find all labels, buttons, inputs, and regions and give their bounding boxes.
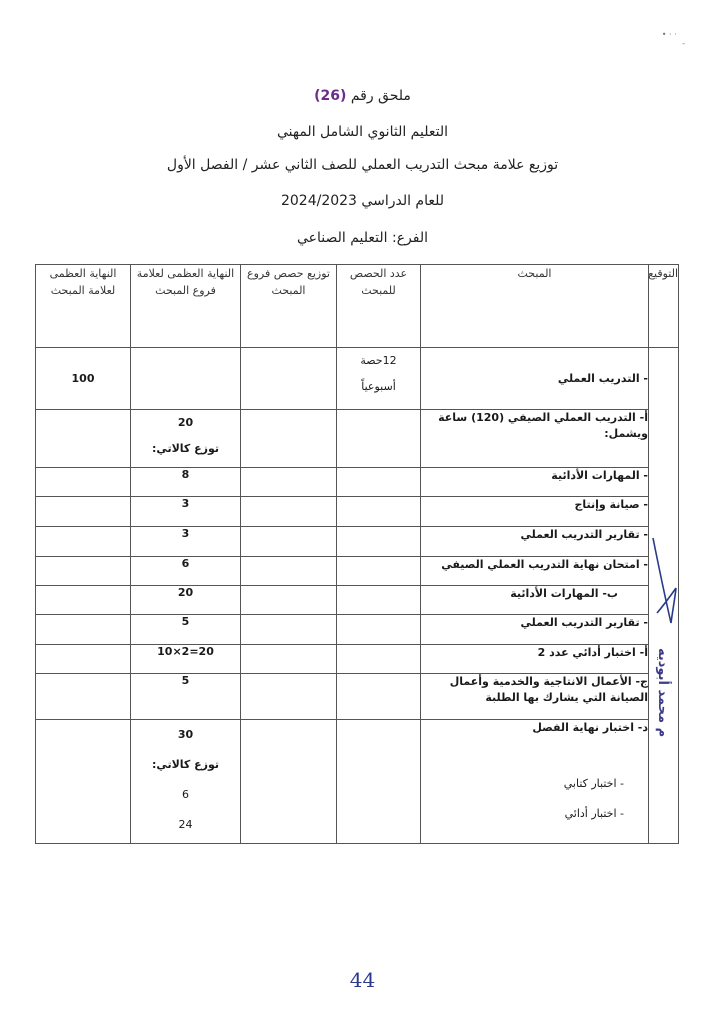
annex-number: (26): [314, 88, 347, 104]
table-header-row: [36, 265, 679, 348]
distribution-cell: [241, 557, 337, 586]
grade-distribution-table: [35, 264, 679, 844]
subject-cell: ج- الأعمال الانتاجية والخدمية وأعمال الصيانة التي يشارك بها الطلبة: [421, 674, 649, 720]
table-row: [36, 348, 679, 410]
sessions-cell: [337, 410, 421, 468]
corner-marks: • · · -: [661, 30, 685, 48]
header-subject: المبحث: [421, 265, 649, 348]
distribution-cell: [241, 348, 337, 410]
max-branches-cell: 5: [131, 674, 241, 720]
max-subject-cell: [36, 586, 131, 615]
distribution-cell: [241, 720, 337, 844]
sessions-count: 12حصة: [360, 354, 397, 367]
page-number: 44: [349, 968, 376, 992]
max-subject-cell: [36, 720, 131, 844]
sessions-cell: [337, 348, 421, 410]
distribution-cell: [241, 497, 337, 527]
distribution-cell: [241, 674, 337, 720]
subject-cell: - صيانة وإنتاج: [421, 497, 649, 527]
table-row: [36, 557, 679, 586]
max-subject-cell: [36, 527, 131, 557]
header-signature: التوقيع: [649, 265, 679, 348]
table-row: [36, 410, 679, 468]
max-branches-cell: 5: [131, 615, 241, 645]
max-branches-cell: [131, 720, 241, 844]
heading-program: التعليم الثانوي الشامل المهني: [276, 124, 448, 140]
sessions-cell: [337, 645, 421, 674]
sessions-cell: [337, 527, 421, 557]
max-subject-cell: [36, 674, 131, 720]
table-row: [36, 586, 679, 615]
table-row: [36, 468, 679, 497]
annex-prefix: ملحق رقم: [350, 88, 411, 104]
signature-cell: [649, 348, 679, 844]
max-branches-cell: [131, 348, 241, 410]
sessions-cell: [337, 497, 421, 527]
max-subject-cell: [36, 468, 131, 497]
max-branches-cell: 3: [131, 497, 241, 527]
max-branches-cell: 3: [131, 527, 241, 557]
subject-cell: - المهارات الأدائية: [421, 468, 649, 497]
max-subject-cell: [36, 410, 131, 468]
distribution-cell: [241, 645, 337, 674]
max-branches-cell: 20=2×10: [131, 645, 241, 674]
signature-name: م محمد أبوديه: [655, 648, 670, 738]
max-subject-cell: [36, 615, 131, 645]
subject-cell: أ- اختبار أدائي عدد 2: [421, 645, 649, 674]
table-row: [36, 674, 679, 720]
written-exam-value: 6: [182, 788, 189, 801]
table-row: [36, 645, 679, 674]
practical-exam-label: - اختبار أدائي: [564, 807, 624, 820]
heading-year: للعام الدراسي 2024/2023: [280, 193, 445, 209]
table-row: [36, 497, 679, 527]
heading-branch: الفرع: التعليم الصناعي: [296, 230, 429, 246]
final-total: 30: [177, 728, 194, 741]
signature-mark: [649, 528, 679, 638]
table-row: [36, 720, 679, 844]
sessions-cell: [337, 468, 421, 497]
max-subject-cell: [36, 645, 131, 674]
distribution-cell: [241, 468, 337, 497]
max-subject-cell: 100: [36, 348, 131, 410]
subject-cell: أ- التدريب العملي الصيفي (120) ساعة ويشمل:: [421, 410, 649, 468]
max-branches-cell: 8: [131, 468, 241, 497]
sessions-cell: [337, 586, 421, 615]
written-exam-label: - اختبار كتابي: [563, 777, 624, 790]
table-row: [36, 527, 679, 557]
max-branches-cell: 20: [131, 586, 241, 615]
distribution-cell: [241, 527, 337, 557]
table-row: [36, 615, 679, 645]
sessions-cell: [337, 615, 421, 645]
max-branches-cell: [131, 410, 241, 468]
sessions-cell: [337, 557, 421, 586]
max-branches-cell: 6: [131, 557, 241, 586]
practical-exam-value: 24: [178, 818, 193, 831]
max-subject-cell: [36, 557, 131, 586]
max-subject-cell: [36, 497, 131, 527]
distribution-cell: [241, 586, 337, 615]
distribution-cell: [241, 615, 337, 645]
subject-cell: - تقارير التدريب العملي: [421, 527, 649, 557]
header-distribution: توزيع حصص فروع المبحث: [241, 265, 337, 348]
max-branches-value: 20: [177, 416, 194, 429]
header-max-subject: النهاية العظمى لعلامة المبحث: [36, 265, 131, 348]
subject-cell: - امتحان نهاية التدريب العملي الصيفي: [421, 557, 649, 586]
final-note: توزع كالاتي:: [151, 758, 220, 771]
subject-cell: [421, 720, 649, 844]
distribution-cell: [241, 410, 337, 468]
max-branches-note: توزع كالاتي:: [151, 442, 220, 455]
final-exam-title: د- اختبار نهاية الفصل: [532, 721, 648, 734]
subject-cell: ب- المهارات الأدائية: [421, 586, 649, 615]
heading-distribution: توزيع علامة مبحث التدريب العملي للصف الثاني عشر / الفصل الأول: [166, 157, 559, 173]
subject-cell: - تقارير التدريب العملي: [421, 615, 649, 645]
sessions-period: أسبوعياً: [361, 380, 396, 393]
header-sessions: عدد الحصص للمبحث: [337, 265, 421, 348]
annex-title: [0, 88, 725, 104]
header-max-branches: النهاية العظمى لعلامة فروع المبحث: [131, 265, 241, 348]
subject-cell: - التدريب العملي: [421, 348, 649, 410]
sessions-cell: [337, 720, 421, 844]
sessions-cell: [337, 674, 421, 720]
